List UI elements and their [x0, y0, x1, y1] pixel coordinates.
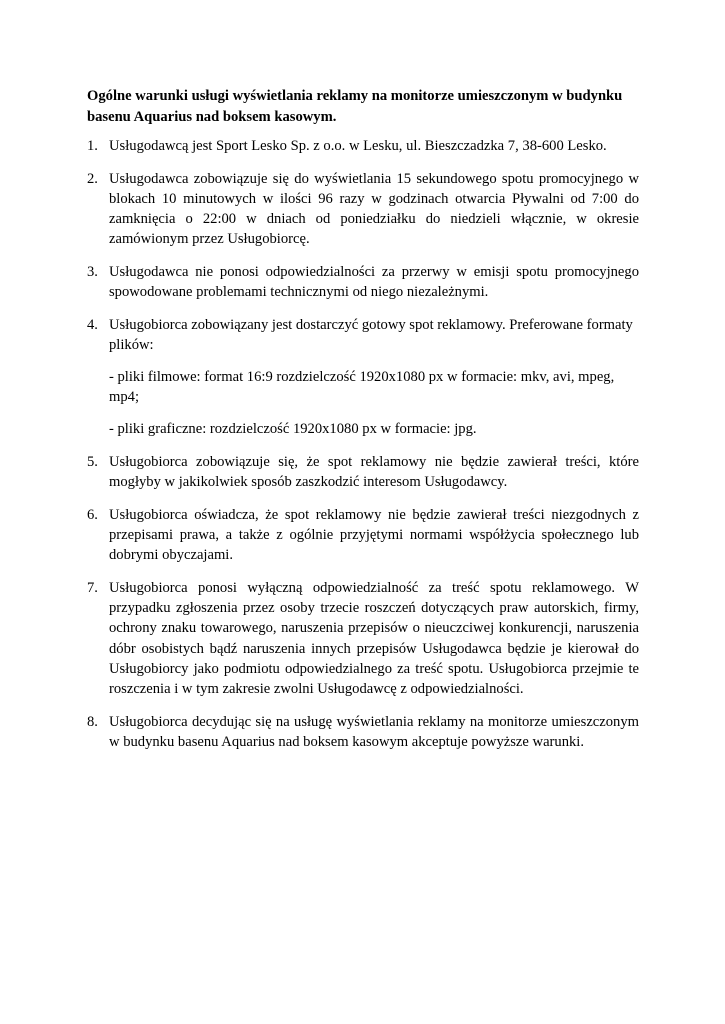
- item-text: Usługodawca zobowiązuje się do wyświetlania 15 sekundowego spotu promocyjnego w blokach 10 minutowych w ilości 96 razy w godzinach otwarcia Pływalni od 7:00 do zamknięcia o 22:00 w dniach od poniedziałku do niedzieli włącznie, w okresie zamówionym przez Usługobiorcę.: [109, 170, 639, 248]
- item-text: Usługobiorca zobowiązany jest dostarczyć gotowy spot reklamowy. Preferowane formaty plików:: [109, 317, 633, 354]
- document-title: Ogólne warunki usługi wyświetlania reklamy na monitorze umieszczonym w budynku basenu Aquarius nad boksem kasowym.: [87, 88, 623, 125]
- item-text: Usługobiorca zobowiązuje się, że spot reklamowy nie będzie zawierał treści, które mogłyby w jakikolwiek sposób zaszkodzić interesom Usługodawcy.: [109, 453, 639, 491]
- list-item: [87, 169, 639, 250]
- item-text: Usługobiorca ponosi wyłączną odpowiedzialność za treść spotu reklamowego. W przypadku zgłoszenia przez osoby trzecie roszczeń dotyczących praw autorskich, firmy, ochrony znaku towarowego, naruszenia przepisów o nieuczciwej konkurencji, naruszenia dóbr osobistych bądź naruszenia innych przepisów Usługodawca będzie je kierował do Usługobiorcy jako podmiotu odpowiedzialnego za treść spotu. Usługobiorca przejmie te roszczenia i w tym zakresie zwolni Usługodawcę z odpowiedzialności.: [109, 580, 639, 698]
- item-text: Usługobiorca oświadcza, że spot reklamowy nie będzie zawierał treści niezgodnych z przepisami prawa, a także z ogólnie przyjętymi normami współżycia społecznego lub dobrymi obyczajami.: [109, 506, 639, 564]
- item-text: Usługodawcą jest Sport Lesko Sp. z o.o. w Lesku, ul. Bieszczadzka 7, 38-600 Lesko.: [109, 138, 607, 154]
- list-item: [87, 578, 639, 699]
- item-number: 3.: [87, 264, 98, 281]
- item-number: 2.: [87, 170, 98, 187]
- item-number: 4.: [87, 317, 98, 334]
- list-item: [87, 315, 639, 439]
- list-item: [87, 262, 639, 302]
- list-item: [87, 452, 639, 492]
- item-text: Usługobiorca decydując się na usługę wyświetlania reklamy na monitorze umieszczonym w budynku basenu Aquarius nad boksem kasowym akceptuje powyższe warunki.: [109, 713, 639, 751]
- item-number: 1.: [87, 138, 98, 154]
- list-item: [87, 136, 639, 156]
- item-number: 5.: [87, 453, 98, 470]
- item-number: 7.: [87, 580, 98, 597]
- list-item: [87, 505, 639, 566]
- item-subtext-video-formats: - pliki filmowe: format 16:9 rozdzielczość 1920x1080 px w formacie: mkv, avi, mpeg, mp4;: [109, 369, 615, 406]
- item-number: 6.: [87, 506, 98, 523]
- list-item: [87, 712, 639, 752]
- terms-list: [87, 136, 639, 765]
- item-text: Usługodawca nie ponosi odpowiedzialności za przerwy w emisji spotu promocyjnego spowodowane problemami technicznymi od niego niezależnymi.: [109, 264, 639, 301]
- item-number: 8.: [87, 713, 98, 730]
- item-subtext-image-formats: - pliki graficzne: rozdzielczość 1920x1080 px w formacie: jpg.: [109, 421, 477, 438]
